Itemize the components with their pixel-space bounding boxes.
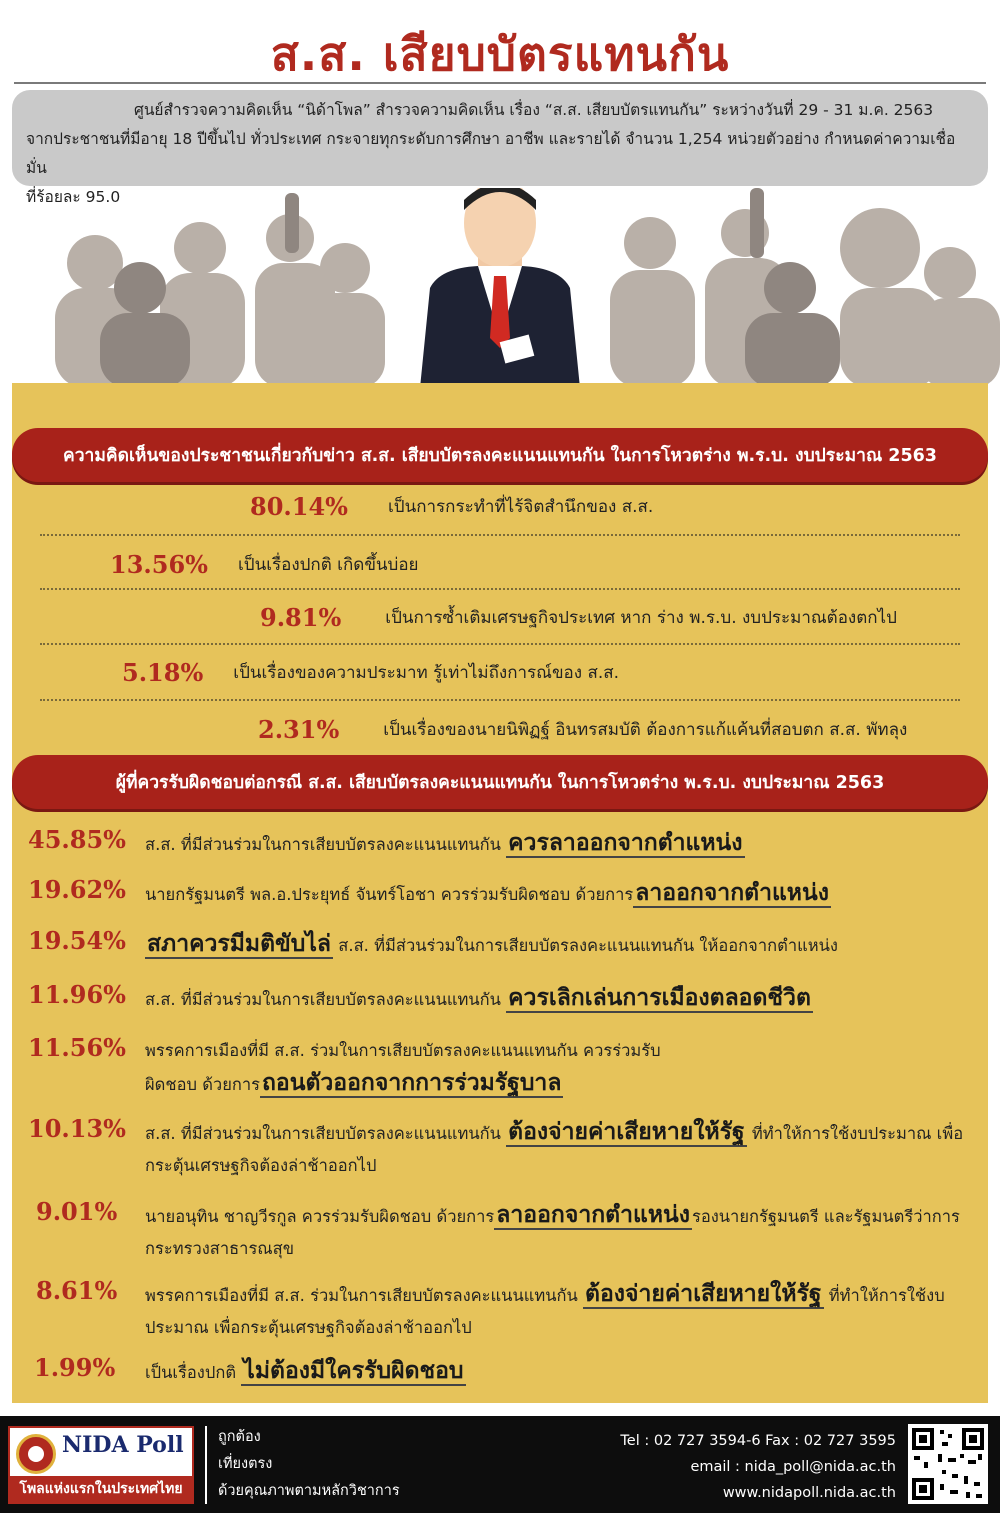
item-highlight: ไม่ต้องมีใครรับผิดชอบ — [243, 1358, 464, 1384]
item-highlight: ลาออกจากตำแหน่ง — [496, 1202, 690, 1228]
item-text-after: ที่ทำให้การใช้งบประมาณ เพื่อกระตุ้นเศรษฐกิจต้องล่าช้าออกไป — [145, 1124, 964, 1175]
percentage: 8.61% — [36, 1276, 118, 1305]
percentage: 10.13% — [28, 1114, 126, 1143]
percentage: 13.56% — [110, 549, 208, 579]
percentage: 2.31% — [258, 714, 340, 744]
item-text — [145, 982, 980, 1016]
item-text: เป็นเรื่องปกติ เกิดขึ้นบ่อย — [237, 554, 419, 575]
item-text: เป็นการกระทำที่ไร้จิตสำนึกของ ส.ส. — [387, 496, 654, 517]
intro-line-3: ที่ร้อยละ 95.0 — [26, 188, 121, 206]
footer-divider — [205, 1426, 207, 1504]
item-text-after: รองนายกรัฐมนตรี และรัฐมนตรีว่าการกระทรวงสาธารณสุข — [145, 1207, 960, 1258]
item-text — [145, 1199, 980, 1265]
percentage: 11.56% — [28, 1033, 126, 1062]
item-text — [145, 1116, 980, 1182]
dotted-divider — [40, 588, 960, 590]
intro-line-2: จากประชาชนที่มีอายุ 18 ปีขึ้นไป ทั่วประเทศ กระจายทุกระดับการศึกษา อาชีพ และรายได้ จำนวน 1,254 หน่วยตัวอย่าง กำหนดค่าความเชื่อมั่น — [26, 130, 956, 177]
item-text — [145, 1278, 980, 1344]
item-text — [145, 1035, 668, 1101]
section1-heading: ความคิดเห็นของประชาชนเกี่ยวกับข่าว ส.ส. เสียบบัตรลงคะแนนแทนกัน ในการโหวตร่าง พ.ร.บ. งบประมาณ 2563 — [12, 428, 988, 482]
contact-info — [620, 1428, 896, 1506]
qr-code-icon[interactable] — [908, 1424, 988, 1504]
item-highlight: ควรเลิกเล่นการเมืองตลอดชีวิต — [508, 985, 811, 1011]
motto-1: ถูกต้อง — [218, 1429, 261, 1445]
item-text-before: ส.ส. ที่มีส่วนร่วมในการเสียบบัตรลงคะแนนแทนกัน — [145, 1124, 507, 1143]
item-text-before: นายกรัฐมนตรี พล.อ.ประยุทธ์ จันทร์โอชา ควรร่วมรับผิดชอบ ด้วยการ — [145, 885, 634, 904]
title-divider — [14, 82, 986, 84]
list-item — [260, 597, 897, 637]
list-item — [258, 709, 907, 749]
percentage: 11.96% — [28, 980, 126, 1009]
item-text: เป็นเรื่องของนายนิพิฏฐ์ อินทรสมบัติ ต้องการแก้แค้นที่สอบตก ส.ส. พัทลุง — [383, 719, 908, 740]
nida-poll-logo — [8, 1426, 194, 1504]
dotted-divider — [40, 643, 960, 645]
percentage: 45.85% — [28, 825, 126, 854]
contact-website[interactable]: www.nidapoll.nida.ac.th — [722, 1485, 896, 1501]
item-text-before: เป็นเรื่องปกติ — [145, 1363, 242, 1382]
item-text: เป็นเรื่องของความประมาท รู้เท่าไม่ถึงการณ์ของ ส.ส. — [233, 662, 620, 683]
motto-2: เที่ยงตรง — [218, 1456, 273, 1472]
nida-seal-icon — [16, 1434, 56, 1474]
item-highlight: ต้องจ่ายค่าเสียหายให้รัฐ — [508, 1119, 745, 1145]
item-text-before: พรรคการเมืองที่มี ส.ส. ร่วมในการเสียบบัตรลงคะแนนแทนกัน — [145, 1286, 584, 1305]
item-highlight: ต้องจ่ายค่าเสียหายให้รัฐ — [585, 1281, 822, 1307]
item-text-after: ส.ส. ที่มีส่วนร่วมในการเสียบบัตรลงคะแนนแทนกัน ให้ออกจากตำแหน่ง — [333, 936, 838, 955]
item-text — [145, 877, 980, 911]
percentage: 9.81% — [260, 602, 342, 632]
item-highlight: ควรลาออกจากตำแหน่ง — [508, 830, 743, 856]
item-text — [145, 928, 980, 962]
crowd-politician-illustration — [0, 188, 1000, 388]
percentage: 9.01% — [36, 1197, 118, 1226]
list-item — [122, 652, 619, 692]
contact-tel: Tel : 02 727 3594-6 Fax : 02 727 3595 — [620, 1433, 896, 1449]
item-highlight: ถอนตัวออกจากการร่วมรัฐบาล — [261, 1070, 562, 1096]
percentage: 19.62% — [28, 875, 126, 904]
qr-code-graphic — [908, 1424, 988, 1504]
list-item — [110, 544, 419, 584]
item-highlight: ลาออกจากตำแหน่ง — [635, 880, 829, 906]
item-text-after: ที่ทำให้การใช้งบประมาณ เพื่อกระตุ้นเศรษฐกิจต้องล่าช้าออกไป — [145, 1286, 945, 1337]
item-text-before: นายอนุทิน ชาญวีรกูล ควรร่วมรับผิดชอบ ด้วยการ — [145, 1207, 495, 1226]
logo-tagline: โพลแห่งแรกในประเทศไทย — [10, 1476, 192, 1502]
percentage: 19.54% — [28, 926, 126, 955]
dotted-divider — [40, 534, 960, 536]
item-text: เป็นการซ้ำเติมเศรษฐกิจประเทศ หาก ร่าง พ.ร.บ. งบประมาณต้องตกไป — [385, 607, 897, 628]
percentage: 5.18% — [122, 657, 204, 687]
contact-email[interactable]: email : nida_poll@nida.ac.th — [690, 1459, 896, 1475]
item-text — [145, 827, 980, 861]
intro-line-1: ศูนย์สำรวจความคิดเห็น “นิด้าโพล” สำรวจความคิดเห็น เรื่อง “ส.ส. เสียบบัตรแทนกัน” ระหว่างวันที่ 29 - 31 ม.ค. 2563 — [134, 101, 934, 119]
percentage: 80.14% — [250, 491, 348, 521]
percentage: 1.99% — [34, 1353, 116, 1382]
logo-name: NIDA Poll — [62, 1432, 184, 1458]
item-highlight: สภาควรมีมติขับไล่ — [147, 931, 332, 957]
section2-heading: ผู้ที่ควรรับผิดชอบต่อกรณี ส.ส. เสียบบัตรลงคะแนนแทนกัน ในการโหวตร่าง พ.ร.บ. งบประมาณ 2563 — [12, 755, 988, 809]
page-title: ส.ส. เสียบบัตรแทนกัน — [270, 27, 730, 81]
item-text-before: ส.ส. ที่มีส่วนร่วมในการเสียบบัตรลงคะแนนแทนกัน — [145, 835, 507, 854]
footer — [0, 1416, 1000, 1513]
item-text-before: ส.ส. ที่มีส่วนร่วมในการเสียบบัตรลงคะแนนแทนกัน — [145, 990, 507, 1009]
motto-3: ด้วยคุณภาพตามหลักวิชาการ — [218, 1483, 400, 1499]
mottos — [218, 1424, 400, 1505]
survey-intro — [12, 90, 988, 206]
dotted-divider — [40, 699, 960, 701]
item-text — [145, 1355, 980, 1389]
item-text-before: พรรคการเมืองที่มี ส.ส. ร่วมในการเสียบบัตรลงคะแนนแทนกัน ควรร่วมรับผิดชอบ ด้วยการ — [145, 1041, 661, 1094]
list-item — [250, 486, 653, 526]
crowd-illustration — [0, 188, 1000, 388]
